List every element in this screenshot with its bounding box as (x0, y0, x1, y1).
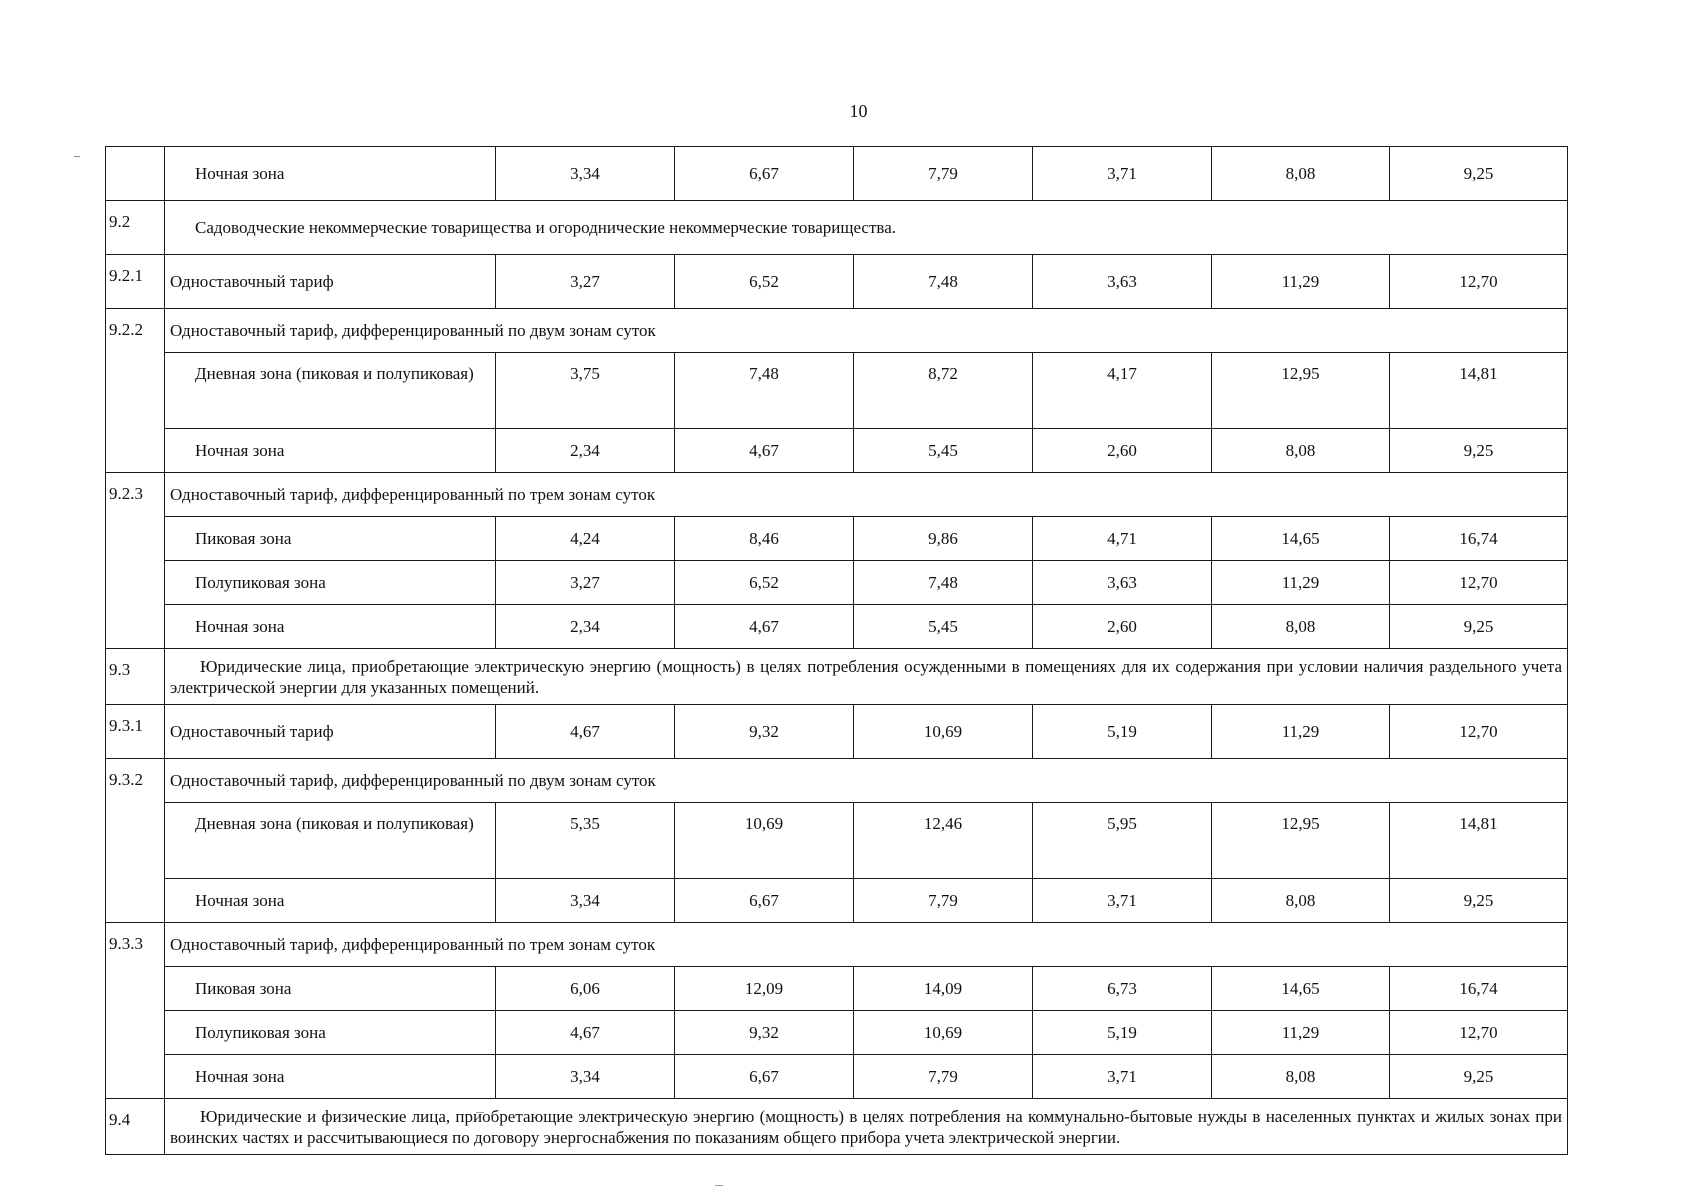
tariff-value: 14,65 (1212, 967, 1390, 1011)
tariff-value: 5,35 (496, 803, 675, 879)
tariff-value: 7,48 (675, 353, 854, 429)
tariff-value: 5,19 (1033, 705, 1212, 759)
tariff-value: 3,71 (1033, 1055, 1212, 1099)
tariff-value: 16,74 (1390, 517, 1568, 561)
table-row (106, 967, 1568, 1011)
row-number: 9.2 (106, 201, 165, 255)
row-name: Ночная зона (165, 879, 496, 923)
table-row (106, 429, 1568, 473)
tariff-value: 4,17 (1033, 353, 1212, 429)
tariff-value: 8,08 (1212, 429, 1390, 473)
tariff-value: 10,69 (675, 803, 854, 879)
table-row (106, 879, 1568, 923)
row-number: 9.2.3 (106, 473, 165, 649)
tariff-value: 3,34 (496, 1055, 675, 1099)
table-row (106, 1055, 1568, 1099)
tariff-value: 14,81 (1390, 803, 1568, 879)
tariff-value: 14,81 (1390, 353, 1568, 429)
row-name: Полупиковая зона (165, 1011, 496, 1055)
group-title-row (106, 309, 1568, 353)
tariff-value: 14,09 (854, 967, 1033, 1011)
tariff-value: 3,71 (1033, 879, 1212, 923)
tariff-value: 3,34 (496, 147, 675, 201)
tariff-value: 9,25 (1390, 605, 1568, 649)
tariff-value: 2,60 (1033, 605, 1212, 649)
tariff-value: 8,08 (1212, 147, 1390, 201)
tariff-value: 3,75 (496, 353, 675, 429)
page-number: 10 (849, 101, 868, 121)
tariff-value: 6,67 (675, 147, 854, 201)
tariff-value: 10,69 (854, 1011, 1033, 1055)
row-name: Полупиковая зона (165, 561, 496, 605)
tariff-value: 12,70 (1390, 1011, 1568, 1055)
table-row (106, 605, 1568, 649)
row-name: Ночная зона (165, 147, 496, 201)
tariff-value: 9,32 (675, 705, 854, 759)
table-row (106, 517, 1568, 561)
tariff-value: 3,34 (496, 879, 675, 923)
table-row (106, 255, 1568, 309)
tariff-value: 6,67 (675, 1055, 854, 1099)
row-name: Пиковая зона (165, 517, 496, 561)
section-heading: Юридические и физические лица, приобретающие электрическую энергию (мощность) в целях потребления на коммунально-бытовые нужды в населенных пунктах и жилых зонах при воинских частях и рассчитывающиеся по договору энергоснабжения по показаниям общего прибора учета электрической энергии. (165, 1099, 1568, 1155)
group-title: Одноставочный тариф, дифференцированный по трем зонам суток (165, 473, 1568, 517)
tariff-value: 9,32 (675, 1011, 854, 1055)
tariff-value: 6,52 (675, 561, 854, 605)
tariff-value: 2,34 (496, 605, 675, 649)
tariff-value: 9,25 (1390, 879, 1568, 923)
group-title-row (106, 923, 1568, 967)
tariff-value: 9,25 (1390, 1055, 1568, 1099)
tariff-value: 12,09 (675, 967, 854, 1011)
section-heading-row (106, 1099, 1568, 1155)
tariff-value: 12,95 (1212, 803, 1390, 879)
tariff-value: 5,19 (1033, 1011, 1212, 1055)
scan-speck (715, 1185, 723, 1186)
tariff-value: 16,74 (1390, 967, 1568, 1011)
tariff-value: 5,45 (854, 429, 1033, 473)
tariff-value: 14,65 (1212, 517, 1390, 561)
tariff-value: 4,67 (496, 1011, 675, 1055)
group-title: Одноставочный тариф, дифференцированный по двум зонам суток (165, 759, 1568, 803)
table-row (106, 803, 1568, 879)
section-heading: Садоводческие некоммерческие товарищества и огороднические некоммерческие товарищества. (165, 201, 1568, 255)
row-number (106, 147, 165, 201)
tariff-value: 3,63 (1033, 255, 1212, 309)
tariff-value: 2,60 (1033, 429, 1212, 473)
row-name: Дневная зона (пиковая и полупиковая) (165, 803, 496, 879)
tariff-value: 11,29 (1212, 561, 1390, 605)
tariff-value: 9,86 (854, 517, 1033, 561)
tariff-value: 7,79 (854, 1055, 1033, 1099)
tariff-value: 10,69 (854, 705, 1033, 759)
tariff-value: 3,27 (496, 255, 675, 309)
tariff-value: 8,08 (1212, 605, 1390, 649)
tariff-value: 6,67 (675, 879, 854, 923)
tariff-value: 4,71 (1033, 517, 1212, 561)
row-name: Пиковая зона (165, 967, 496, 1011)
tariff-value: 7,79 (854, 147, 1033, 201)
row-number: 9.3.2 (106, 759, 165, 923)
tariff-value: 4,67 (675, 429, 854, 473)
tariff-value: 11,29 (1212, 255, 1390, 309)
tariff-value: 11,29 (1212, 1011, 1390, 1055)
tariff-value: 8,08 (1212, 1055, 1390, 1099)
tariff-value: 6,73 (1033, 967, 1212, 1011)
group-title-row (106, 473, 1568, 517)
tariff-value: 9,25 (1390, 147, 1568, 201)
row-name: Одноставочный тариф (165, 255, 496, 309)
row-name: Ночная зона (165, 605, 496, 649)
tariff-value: 12,95 (1212, 353, 1390, 429)
row-number: 9.4 (106, 1099, 165, 1155)
table-row (106, 561, 1568, 605)
tariff-value: 8,08 (1212, 879, 1390, 923)
table-row (106, 705, 1568, 759)
group-title: Одноставочный тариф, дифференцированный по двум зонам суток (165, 309, 1568, 353)
table-row (106, 1011, 1568, 1055)
tariff-value: 7,48 (854, 255, 1033, 309)
row-name: Одноставочный тариф (165, 705, 496, 759)
tariff-value: 4,24 (496, 517, 675, 561)
section-heading-row (106, 649, 1568, 705)
tariff-value: 12,70 (1390, 255, 1568, 309)
tariff-value: 7,79 (854, 879, 1033, 923)
row-number: 9.3.3 (106, 923, 165, 1099)
group-title: Одноставочный тариф, дифференцированный по трем зонам суток (165, 923, 1568, 967)
tariff-value: 11,29 (1212, 705, 1390, 759)
row-number: 9.2.1 (106, 255, 165, 309)
row-name: Дневная зона (пиковая и полупиковая) (165, 353, 496, 429)
tariff-value: 9,25 (1390, 429, 1568, 473)
tariff-value: 3,71 (1033, 147, 1212, 201)
tariff-value: 6,52 (675, 255, 854, 309)
tariff-value: 8,46 (675, 517, 854, 561)
row-number: 9.3.1 (106, 705, 165, 759)
tariff-table (105, 146, 1568, 1155)
tariff-value: 12,46 (854, 803, 1033, 879)
tariff-value: 7,48 (854, 561, 1033, 605)
section-heading: Юридические лица, приобретающие электрическую энергию (мощность) в целях потребления осужденными в помещениях для их содержания при условии наличия раздельного учета электрической энергии для указанных помещений. (165, 649, 1568, 705)
tariff-value: 4,67 (675, 605, 854, 649)
row-number: 9.2.2 (106, 309, 165, 473)
section-heading-row (106, 201, 1568, 255)
tariff-value: 2,34 (496, 429, 675, 473)
tariff-value: 5,45 (854, 605, 1033, 649)
row-name: Ночная зона (165, 429, 496, 473)
tariff-value: 12,70 (1390, 705, 1568, 759)
tariff-value: 6,06 (496, 967, 675, 1011)
row-name: Ночная зона (165, 1055, 496, 1099)
tariff-value: 3,63 (1033, 561, 1212, 605)
tariff-value: 8,72 (854, 353, 1033, 429)
tariff-value: 4,67 (496, 705, 675, 759)
row-number: 9.3 (106, 649, 165, 705)
margin-mark (74, 156, 80, 157)
tariff-value: 5,95 (1033, 803, 1212, 879)
table-row (106, 353, 1568, 429)
group-title-row (106, 759, 1568, 803)
tariff-value: 3,27 (496, 561, 675, 605)
tariff-value: 12,70 (1390, 561, 1568, 605)
table-row (106, 147, 1568, 201)
